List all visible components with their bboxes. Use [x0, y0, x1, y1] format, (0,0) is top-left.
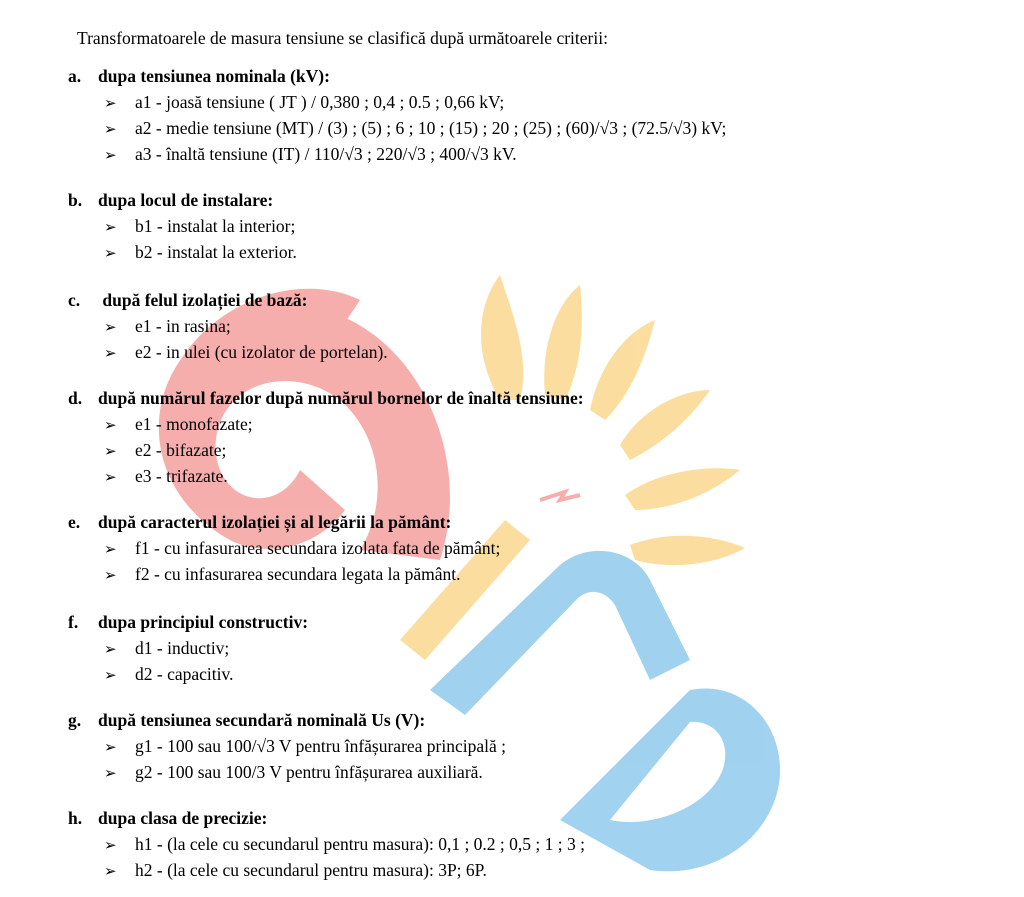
- list-item-text: e1 - in rasina;: [135, 316, 231, 336]
- list-item-text: g2 - 100 sau 100/3 V pentru înfășurarea auxiliară.: [135, 762, 483, 782]
- list-item-text: a2 - medie tensiune (MT) / (3) ; (5) ; 6 ; 10 ; (15) ; 20 ; (25) ; (60)/√3 ; (72.5/√3) kV;: [135, 118, 727, 138]
- bullet-arrow-icon: ➢: [104, 640, 117, 658]
- section-title: după tensiunea secundară nominală Us (V):: [98, 710, 426, 730]
- list-item: [104, 834, 585, 855]
- section-heading: [68, 66, 330, 87]
- section-letter: h.: [68, 808, 83, 828]
- intro-text: Transformatoarele de masura tensiune se clasifică după următoarele criterii:: [77, 28, 608, 48]
- section-letter: e.: [68, 512, 81, 532]
- bullet-arrow-icon: ➢: [104, 218, 117, 236]
- section-letter: f.: [68, 612, 79, 632]
- section-letter: a.: [68, 66, 82, 86]
- section-title: dupa principiul constructiv:: [98, 612, 309, 632]
- section-title: dupa clasa de precizie:: [98, 808, 268, 828]
- list-item: [104, 664, 233, 685]
- list-item: [104, 440, 226, 461]
- section-letter: c.: [68, 290, 81, 310]
- list-item: [104, 538, 500, 559]
- section-heading: [68, 612, 308, 633]
- list-item-text: f1 - cu infasurarea secundara izolata fata de pământ;: [135, 538, 501, 558]
- section-letter: d.: [68, 388, 83, 408]
- section-heading: [68, 512, 451, 533]
- bullet-arrow-icon: ➢: [104, 94, 117, 112]
- list-item: [104, 736, 506, 757]
- section-heading: [68, 388, 584, 409]
- list-item-text: e3 - trifazate.: [135, 466, 228, 486]
- list-item-text: g1 - 100 sau 100/√3 V pentru înfășurarea principală ;: [135, 736, 507, 756]
- bullet-arrow-icon: ➢: [104, 836, 117, 854]
- bullet-arrow-icon: ➢: [104, 416, 117, 434]
- list-item: [104, 414, 253, 435]
- list-item: [104, 342, 388, 363]
- bullet-arrow-icon: ➢: [104, 666, 117, 684]
- bullet-arrow-icon: ➢: [104, 738, 117, 756]
- list-item: [104, 466, 228, 487]
- list-item: [104, 92, 504, 113]
- bullet-arrow-icon: ➢: [104, 566, 117, 584]
- section-heading: [68, 710, 425, 731]
- list-item-text: h1 - (la cele cu secundarul pentru masura): 0,1 ; 0.2 ; 0,5 ; 1 ; 3 ;: [135, 834, 586, 854]
- list-item-text: e1 - monofazate;: [135, 414, 253, 434]
- section-title: dupa tensiunea nominala (kV):: [98, 66, 330, 86]
- list-item-text: b2 - instalat la exterior.: [135, 242, 297, 262]
- section-heading: [68, 290, 308, 311]
- list-item-text: a3 - înaltă tensiune (IT) / 110/√3 ; 220/√3 ; 400/√3 kV.: [135, 144, 517, 164]
- list-item-text: b1 - instalat la interior;: [135, 216, 296, 236]
- list-item-text: f2 - cu infasurarea secundara legata la pământ.: [135, 564, 461, 584]
- section-title: dupa locul de instalare:: [98, 190, 274, 210]
- bullet-arrow-icon: ➢: [104, 468, 117, 486]
- list-item-text: e2 - bifazate;: [135, 440, 227, 460]
- section-letter: g.: [68, 710, 82, 730]
- list-item: [104, 316, 231, 337]
- list-item: [104, 242, 297, 263]
- list-item-text: a1 - joasă tensiune ( JT ) / 0,380 ; 0,4 ; 0.5 ; 0,66 kV;: [135, 92, 505, 112]
- bullet-arrow-icon: ➢: [104, 318, 117, 336]
- list-item-text: d2 - capacitiv.: [135, 664, 234, 684]
- list-item-text: d1 - inductiv;: [135, 638, 230, 658]
- list-item: [104, 638, 229, 659]
- bullet-arrow-icon: ➢: [104, 862, 117, 880]
- list-item: [104, 860, 487, 881]
- list-item: [104, 118, 726, 139]
- section-title: după numărul fazelor după numărul bornelor de înaltă tensiune:: [98, 388, 584, 408]
- list-item: [104, 762, 483, 783]
- section-heading: [68, 808, 267, 829]
- bullet-arrow-icon: ➢: [104, 146, 117, 164]
- bullet-arrow-icon: ➢: [104, 540, 117, 558]
- section-heading: [68, 190, 273, 211]
- bullet-arrow-icon: ➢: [104, 244, 117, 262]
- bullet-arrow-icon: ➢: [104, 120, 117, 138]
- list-item-text: e2 - in ulei (cu izolator de portelan).: [135, 342, 388, 362]
- list-item-text: h2 - (la cele cu secundarul pentru masura): 3P; 6P.: [135, 860, 487, 880]
- list-item: [104, 564, 461, 585]
- section-letter: b.: [68, 190, 83, 210]
- section-title: după felul izolației de bază:: [98, 290, 308, 310]
- section-title: după caracterul izolației și al legării la pământ:: [98, 512, 452, 532]
- list-item: [104, 144, 517, 165]
- bullet-arrow-icon: ➢: [104, 442, 117, 460]
- bullet-arrow-icon: ➢: [104, 344, 117, 362]
- bullet-arrow-icon: ➢: [104, 764, 117, 782]
- list-item: [104, 216, 295, 237]
